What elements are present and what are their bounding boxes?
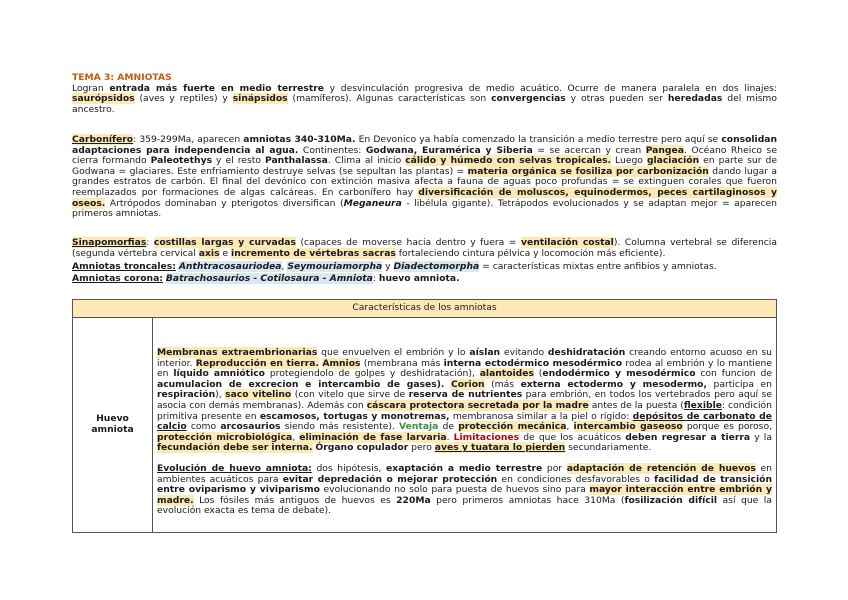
- text-run: En Devonico ya había comenzado la transición a medio terrestre pero aquí se: [355, 134, 722, 145]
- text-run: sinápsidos: [232, 93, 288, 105]
- text-run: Batrachosaurios - Cotilosaura - Amniota: [165, 273, 373, 284]
- text-run: intercambio gaseoso: [573, 421, 683, 433]
- text-run: Amniotas troncales:: [72, 261, 176, 272]
- text-run: - libélula gigante). Tetrápodos evolucionados y se adaptan mejor = aparecen primeros amniotas.: [72, 197, 777, 220]
- text-run: fosilización difícil: [624, 494, 718, 506]
- text-run: (mamíferos). Algunas características son: [287, 93, 492, 105]
- evolution-paragraph: [157, 464, 772, 517]
- text-run: membranosa similar a la piel o rígido:: [449, 410, 633, 422]
- table-row: [73, 318, 777, 533]
- text-run: facilidad de transición entre oviparismo y viviparismo: [157, 473, 772, 496]
- text-run: en parte sur de Godwana = glaciares. Este enfriamiento destruye selvas (se sepultan las plantas) =: [72, 155, 777, 177]
- text-run: Continentes:: [298, 144, 366, 156]
- text-run: participa en: [706, 378, 772, 390]
- text-run: así que la evolución exacta es tema de debate).: [157, 494, 772, 517]
- text-run: Sinapomorfias: [72, 237, 147, 248]
- text-run: protección microbiológica: [157, 431, 293, 443]
- text-run: fortaleciendo cintura pélvica y locomoción más eficiente).: [395, 247, 666, 259]
- text-run: .: [446, 431, 454, 443]
- text-run: materia orgánica se fosiliza por carbonización: [467, 165, 709, 177]
- text-run: (: [533, 368, 543, 380]
- text-run: deben regresar a tierra: [625, 431, 751, 443]
- text-run: ),: [215, 389, 226, 401]
- text-run: ventilación costal: [520, 237, 614, 248]
- text-run: = características mixtas entre anfibios y amniotas.: [479, 261, 717, 272]
- text-run: del mismo ancestro.: [72, 93, 778, 115]
- sinapomorfias-paragraph: [72, 238, 777, 259]
- membranes-paragraph: [157, 348, 772, 454]
- text-run: como: [186, 421, 221, 433]
- text-run: amniotas 340-310Ma.: [243, 134, 356, 145]
- text-run: : condición primitiva presente en: [157, 399, 772, 422]
- text-run: creando entorno acuoso en su interior.: [157, 347, 772, 369]
- text-run: incremento de vértebras sacras: [231, 247, 396, 259]
- text-run: aíslan: [469, 347, 501, 358]
- text-run: huevo amniota.: [378, 273, 460, 284]
- characteristics-table: [72, 299, 777, 533]
- text-run: diversificación de moluscos, equinodermos, peces cartilaginosos y oseos.: [72, 186, 777, 209]
- troncales-line: [72, 262, 777, 273]
- carbonifero-paragraph: [72, 135, 777, 220]
- text-run: evitar depredación o mejorar protección: [282, 473, 498, 485]
- text-run: ,: [566, 421, 574, 433]
- text-run: Pangea: [645, 144, 684, 156]
- text-run: protegiendolo de golpes y deshidratación),: [264, 368, 480, 380]
- text-run: deshidratación: [547, 347, 626, 358]
- text-run: evitando: [500, 347, 548, 358]
- text-run: interna ectodérmico mesodérmico: [443, 357, 623, 369]
- text-run: (con vitelo que sirve de: [291, 389, 409, 401]
- text-run: . Clima al inicio: [327, 155, 406, 167]
- text-run: saurópsidos: [72, 93, 135, 105]
- text-run: (capaces de moverse hacia dentro y fuera =: [295, 237, 521, 248]
- text-run: Paleotethys: [150, 155, 213, 167]
- text-run: Logran: [72, 82, 110, 94]
- row-content: [153, 318, 777, 533]
- text-run: acumulacion de excrecion e intercambio de gases).: [157, 378, 445, 390]
- text-run: axis: [198, 247, 220, 259]
- text-run: reserva de nutrientes: [408, 389, 523, 401]
- text-run: = se acercan y crean: [532, 144, 646, 156]
- text-run: cáscara protectora secretada por la madre: [366, 399, 589, 411]
- text-run: de que los acuáticos: [519, 431, 626, 443]
- text-run: Membranas extraembrionarias: [157, 347, 318, 358]
- text-run: saco vitelino: [225, 389, 292, 401]
- text-run: depósitos de carbonato de calcio: [157, 410, 772, 433]
- text-run: Limitaciones: [453, 431, 520, 443]
- text-run: rodea al embrión y lo mantiene en: [157, 357, 772, 380]
- text-run: . Océano Rheico se cierra formando: [72, 144, 777, 167]
- text-run: Diadectomorpha: [393, 261, 480, 272]
- text-run: ). Columna vertebral se diferencia (segunda vértebra cervical: [72, 237, 777, 259]
- text-run: y: [382, 261, 394, 272]
- table-header: Características de los amniotas: [73, 300, 777, 318]
- text-run: Panthalassa: [264, 155, 328, 167]
- text-run: eliminación de fase larvaria: [299, 431, 447, 443]
- text-run: Órgano copulador: [315, 442, 409, 454]
- text-run: (más: [484, 378, 521, 390]
- text-run: Reproducción en tierra.: [195, 357, 319, 369]
- text-run: Evolución de huevo amniota:: [157, 462, 312, 474]
- text-run: líquido amniótico: [173, 368, 265, 380]
- text-run: dos hipótesis,: [311, 462, 387, 474]
- text-run: y el resto: [212, 155, 265, 167]
- text-run: :: [372, 273, 379, 284]
- text-run: heredadas: [667, 93, 723, 105]
- text-run: Seymouriamorpha: [287, 261, 383, 272]
- text-run: (membrana más: [360, 357, 444, 369]
- text-run: Godwana, Euramérica y Siberia: [365, 144, 533, 156]
- text-run: mayor interacción entre embrión y madre.: [157, 484, 772, 506]
- text-run: con funcion de: [695, 368, 772, 380]
- text-run: porque es poroso,: [682, 421, 773, 433]
- text-run: alantoides: [479, 368, 534, 380]
- text-run: Ventaja: [399, 421, 439, 433]
- text-run: (aves y reptiles) y: [134, 93, 233, 105]
- text-run: escamosos, tortugas y monotremas,: [259, 410, 450, 422]
- text-run: y la: [750, 431, 772, 443]
- text-run: Carbonífero: [72, 134, 134, 145]
- text-run: Artrópodos dominaban y pterigotos diversifican (: [105, 197, 344, 209]
- text-run: Los fósiles más antiguos de huevos es: [193, 494, 397, 506]
- text-run: : 359-299Ma, aparecen: [133, 134, 244, 145]
- text-run: [444, 379, 451, 390]
- text-run: y desvinculación progresiva de medio acuático. Ocurre de manera paralela en dos linajes:: [324, 82, 778, 94]
- intro-paragraph: [72, 84, 777, 116]
- text-run: pero: [408, 442, 435, 454]
- text-run: 220Ma: [396, 494, 431, 506]
- text-run: dando lugar a grandes estratos de carbón. El final del devónico con extinción masiva afecta a fauna de aguas poco profundas = se extinguen corales que fueron reemplazados por formaciones de algas calcáreas. En carbonífero hay: [72, 165, 778, 198]
- text-run: fecundación debe ser interna.: [157, 442, 313, 454]
- text-run: endodérmico y mesodérmico: [542, 368, 696, 380]
- text-run: glaciación: [646, 155, 700, 167]
- text-run: en ambientes acuáticos para: [157, 462, 772, 485]
- text-run: Anthtracosauriodea: [178, 261, 282, 272]
- text-run: para embrión, en todos los vertebrados pero aquí se asocia con demás membranas). Además con: [157, 389, 772, 411]
- text-run: exaptación a medio terrestre: [386, 462, 543, 474]
- text-run: aves y tuatara lo pierden: [434, 442, 566, 454]
- text-run: de: [438, 421, 459, 433]
- text-run: siendo más resistente).: [280, 421, 400, 433]
- row-label: Huevo amniota: [73, 318, 153, 533]
- text-run: antes de la puesta (: [588, 399, 684, 411]
- intro-section: [72, 73, 777, 115]
- text-run: cálido y húmedo con selvas tropicales.: [405, 155, 612, 167]
- text-run: Meganeura: [343, 197, 402, 209]
- text-run: evolucionando no solo para puesta de huevos sino para: [319, 484, 590, 496]
- text-run: Amnios: [322, 357, 361, 369]
- text-run: pero primeros amniotas hace 310Ma (: [430, 494, 625, 506]
- text-run: e: [219, 247, 232, 259]
- text-run: protección mecánica: [458, 421, 567, 433]
- corona-line: [72, 274, 777, 285]
- text-run: arcosaurios: [220, 421, 281, 433]
- text-run: Corion: [450, 378, 485, 390]
- text-run: que envuelven el embrión y lo: [317, 347, 470, 358]
- document-title: TEMA 3: AMNIOTAS: [72, 72, 172, 83]
- text-run: externa ectodermo y mesodermo,: [520, 378, 707, 390]
- text-run: convergencias: [491, 93, 566, 105]
- text-run: Amniotas corona:: [72, 273, 163, 284]
- text-run: Luego: [611, 155, 647, 167]
- text-run: ,: [281, 261, 288, 272]
- text-run: :: [146, 237, 154, 248]
- text-run: adaptación de retención de huevos: [566, 462, 756, 474]
- text-run: ,: [292, 431, 300, 443]
- text-run: respiración: [157, 389, 216, 401]
- text-run: secundariamente.: [565, 442, 652, 454]
- text-run: y otras pueden ser: [565, 93, 668, 105]
- text-run: en condiciones desfavorables o: [497, 473, 655, 485]
- text-run: costillas largas y curvadas: [153, 237, 296, 248]
- text-run: por: [542, 462, 567, 474]
- text-run: flexible: [683, 399, 722, 411]
- text-run: consolidan adaptaciones para independencia al agua.: [72, 134, 778, 156]
- text-run: entrada más fuerte en medio terrestre: [109, 82, 324, 94]
